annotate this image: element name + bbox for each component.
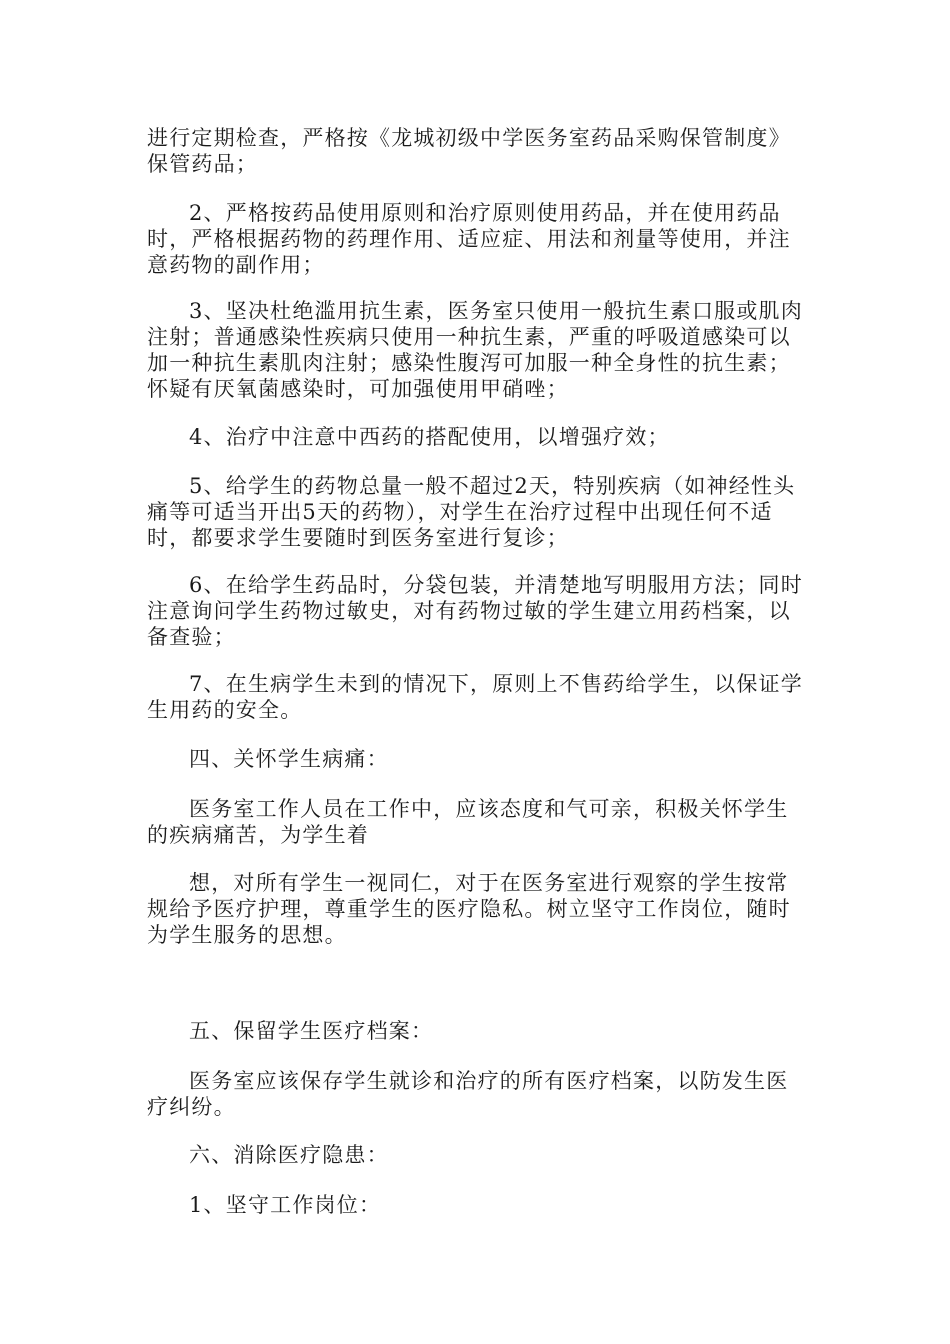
paragraph-10: 医务室应该保存学生就诊和治疗的所有医疗档案，以防发生医疗纠纷。 — [147, 1069, 789, 1119]
paragraph-6: 6、在给学生药品时，分袋包装，并清楚地写明服用方法；同时注意询问学生药物过敏史，对有药物过敏的学生建立用药档案，以备查验； — [147, 573, 803, 649]
paragraph-1: 进行定期检查，严格按《龙城初级中学医务室药品采购保管制度》保管药品； — [147, 126, 791, 176]
paragraph-9: 想，对所有学生一视同仁，对于在医务室进行观察的学生按常规给予医疗护理，尊重学生的医疗隐私。树立坚守工作岗位，随时为学生服务的思想。 — [147, 871, 791, 947]
section-heading-6: 六、消除医疗隐患： — [189, 1143, 389, 1167]
paragraph-5: 5、给学生的药物总量一般不超过2天，特别疾病（如神经性头痛等可适当开出5天的药物），对学生在治疗过程中出现任何不适时，都要求学生要随时到医务室进行复诊； — [147, 474, 796, 550]
paragraph-2: 2、严格按药品使用原则和治疗原则使用药品，并在使用药品时，严格根据药物的药理作用、适应症、用法和剂量等使用，并注意药物的副作用； — [147, 201, 791, 277]
paragraph-4: 4、治疗中注意中西药的搭配使用，以增强疗效； — [189, 425, 670, 449]
section-heading-4: 四、关怀学生病痛： — [189, 747, 389, 771]
paragraph-8: 医务室工作人员在工作中，应该态度和气可亲，积极关怀学生的疾病痛苦，为学生着 — [147, 797, 789, 847]
paragraph-3: 3、坚决杜绝滥用抗生素，医务室只使用一般抗生素口服或肌肉注射；普通感染性疾病只使用一种抗生素，严重的呼吸道感染可以加一种抗生素肌肉注射；感染性腹泻可加服一种全身性的抗生素；怀疑有厌氧菌感染时，可加强使用甲硝唑； — [147, 299, 803, 401]
paragraph-7: 7、在生病学生未到的情况下，原则上不售药给学生，以保证学生用药的安全。 — [147, 672, 803, 722]
paragraph-11: 1、坚守工作岗位： — [189, 1193, 382, 1217]
section-heading-5: 五、保留学生医疗档案： — [189, 1019, 434, 1043]
